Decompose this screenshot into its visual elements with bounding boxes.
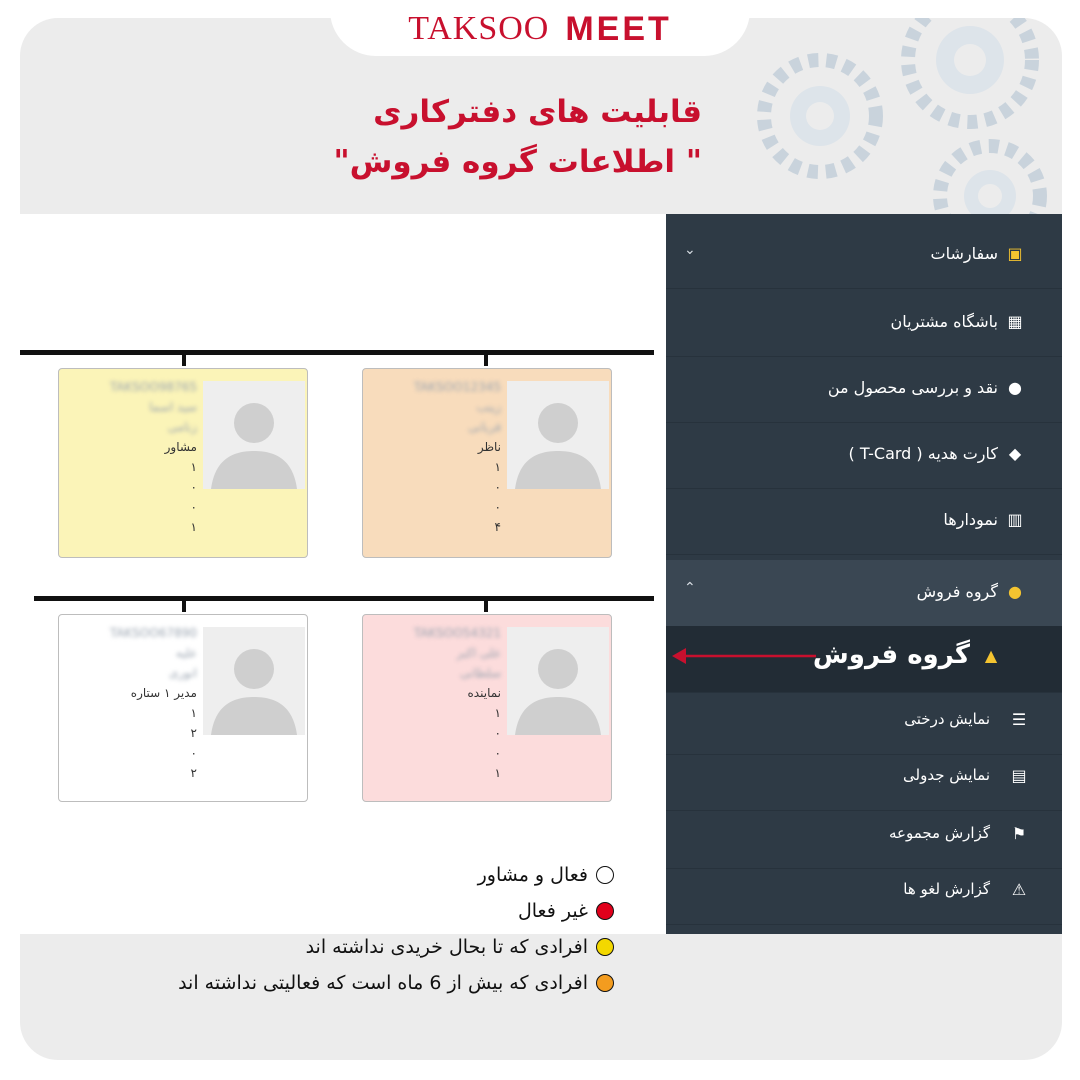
node-stat: ۱	[190, 460, 197, 474]
node-stat: ۰	[494, 726, 501, 740]
sidebar-subitem-label: گزارش مجموعه	[888, 824, 990, 842]
legend-dot-icon	[596, 974, 614, 992]
node-stat: ۲	[190, 766, 197, 780]
sidebar-active-label: گروه فروش	[812, 640, 970, 670]
tree-node-card[interactable]	[362, 368, 612, 558]
tree-connector-bottom	[34, 596, 654, 601]
node-role: ناظر	[477, 440, 501, 454]
tree-panel	[20, 214, 666, 934]
gift-icon: ▦	[1007, 312, 1023, 331]
node-info-line: TAKSOO12345	[413, 380, 501, 394]
sidebar-item-sales-group[interactable]	[666, 560, 1062, 627]
sidebar-subitem-cancel-report[interactable]	[666, 858, 1062, 925]
tree-drop	[484, 352, 488, 366]
sidebar-item-label: سفارشات	[930, 244, 998, 263]
node-info-line: TAKSOO98765	[109, 380, 197, 394]
tree-connector-top	[20, 350, 654, 355]
sidebar-item-label: باشگاه مشتریان	[890, 312, 998, 331]
legend-item	[518, 900, 614, 922]
sidebar-subitem-label: گزارش لغو ها	[903, 880, 990, 898]
sidebar-item-label: نمودارها	[943, 510, 998, 529]
avatar	[507, 381, 609, 489]
legend-dot-icon	[596, 938, 614, 956]
node-info-line: علی اکبر	[456, 646, 501, 660]
node-info-line: سلطانی	[460, 666, 501, 680]
sidebar	[666, 214, 1062, 934]
node-info-line: سید اسما	[149, 400, 197, 414]
node-stat: ۱	[190, 706, 197, 720]
node-role: مشاور	[164, 440, 197, 454]
sidebar-item-reviews[interactable]	[666, 356, 1062, 423]
sidebar-item-orders[interactable]	[666, 222, 1062, 289]
sidebar-item-charts[interactable]	[666, 488, 1062, 555]
node-info-line: قربانی	[468, 420, 501, 434]
list-icon: ☰	[1011, 710, 1027, 729]
node-info-line: زنامی	[167, 420, 197, 434]
legend-item	[478, 864, 614, 886]
node-stat: ۰	[190, 480, 197, 494]
chart-icon: ▥	[1007, 510, 1023, 529]
legend-text: افرادی که بیش از 6 ماه است که فعالیتی نداشته اند	[178, 972, 588, 994]
page-title-line1: قابلیت های دفترکاری	[373, 94, 702, 130]
node-stat: ۲	[190, 726, 197, 740]
brand-logo	[0, 0, 1080, 58]
chevron-up-icon[interactable]: ⌃	[684, 580, 696, 596]
tree-drop	[182, 598, 186, 612]
flag-icon: ⚑	[1011, 824, 1027, 843]
tag-icon: ◆	[1008, 444, 1022, 463]
legend-item	[306, 936, 614, 958]
pointer-arrow-icon	[668, 644, 818, 668]
node-stat: ۰	[190, 746, 197, 760]
node-info-line: انوری	[168, 666, 197, 680]
comment-icon: ●	[1008, 378, 1022, 397]
tree-drop	[484, 598, 488, 612]
legend-dot-icon	[596, 902, 614, 920]
node-role: نماینده	[467, 686, 501, 700]
warning-icon: ⚠	[1011, 880, 1027, 899]
brand-word-meet: MEET	[565, 9, 672, 48]
sidebar-item-gift-card[interactable]	[666, 422, 1062, 489]
avatar	[507, 627, 609, 735]
chevron-down-icon[interactable]: ⌄	[684, 242, 696, 258]
node-stat: ۱	[190, 520, 197, 534]
legend-dot-icon	[596, 866, 614, 884]
node-role: مدیر ۱ ستاره	[130, 686, 197, 700]
node-stat: ۰	[190, 500, 197, 514]
page-title-line2: " اطلاعات گروه فروش"	[333, 144, 702, 180]
node-info	[67, 623, 197, 783]
node-info	[371, 377, 501, 537]
node-info-line: زینب	[476, 400, 501, 414]
sidebar-subitem-table-view[interactable]	[666, 744, 1062, 811]
node-info-line: TAKSOO54321	[413, 626, 501, 640]
node-info	[67, 377, 197, 537]
node-stat: ۰	[494, 480, 501, 494]
sidebar-subitem-label: نمایش جدولی	[903, 766, 990, 784]
brand-word-taksoo: TAKSOO	[408, 10, 550, 47]
node-info	[371, 623, 501, 783]
tree-node-card[interactable]	[58, 368, 308, 558]
sidebar-item-label: گروه فروش	[916, 582, 998, 601]
tree-node-card[interactable]	[362, 614, 612, 802]
node-stat: ۱	[494, 460, 501, 474]
sitemap-icon: ▲	[984, 646, 998, 665]
sidebar-item-label: نقد و بررسی محصول من	[827, 378, 998, 397]
node-stat: ۰	[494, 500, 501, 514]
tree-drop	[182, 352, 186, 366]
sidebar-subitem-label: نمایش درختی	[904, 710, 990, 728]
legend-text: افرادی که تا بحال خریدی نداشته اند	[305, 936, 588, 958]
sidebar-item-label: کارت هدیه ( T-Card )	[848, 444, 998, 463]
avatar	[203, 627, 305, 735]
node-stat: ۰	[494, 746, 501, 760]
sidebar-item-customer-club[interactable]	[666, 290, 1062, 357]
node-stat: ۱	[494, 766, 501, 780]
node-stat: ۱	[494, 706, 501, 720]
legend-item	[178, 972, 614, 994]
table-icon: ▤	[1011, 766, 1027, 785]
node-info-line: TAKSOO67890	[109, 626, 197, 640]
node-stat: ۴	[494, 520, 501, 534]
legend-text: فعال و مشاور	[477, 864, 588, 886]
tree-node-card[interactable]	[58, 614, 308, 802]
avatar	[203, 381, 305, 489]
legend-text: غیر فعال	[517, 900, 588, 922]
users-icon: ●	[1008, 582, 1022, 601]
node-info-line: علیه	[175, 646, 197, 660]
bag-icon: ▣	[1007, 244, 1023, 263]
